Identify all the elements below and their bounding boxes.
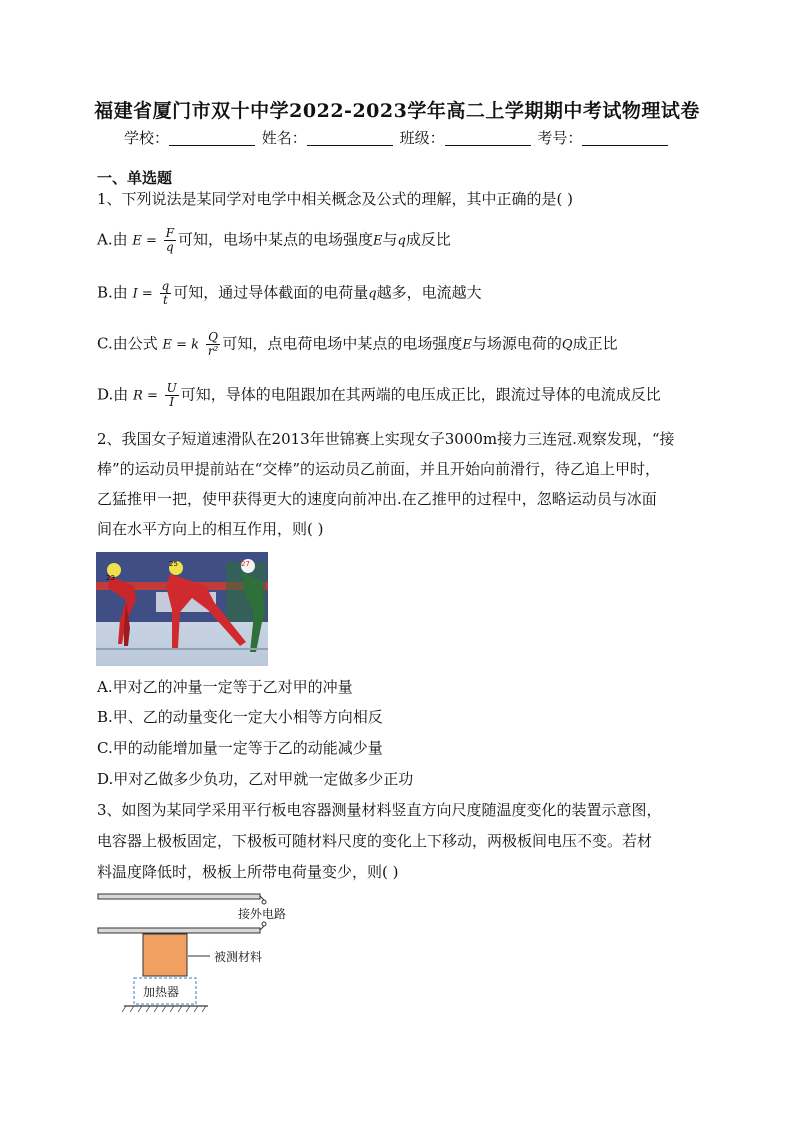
q1-a-den: q [166, 240, 174, 254]
q1-a-num: F [165, 226, 175, 240]
q1-a-text1: 可知，电场中某点的电场强度 [178, 230, 374, 249]
q1-c-den: r² [207, 344, 219, 358]
name-label: 姓名： [261, 129, 307, 147]
q2-line-2: 棒”的运动员甲提前站在“交棒”的运动员乙前面，并且开始向前滑行，待乙追上甲时， [97, 460, 661, 478]
ground-hatch [122, 1006, 206, 1012]
q2-option-c: C.甲的动能增加量一定等于乙的动能减少量 [97, 739, 383, 757]
id-blank[interactable] [582, 131, 668, 146]
q1-option-b [97, 280, 482, 307]
q2-line-3: 乙猛推甲一把，使甲获得更大的速度向前冲出.在乙推甲的过程中，忽略运动员与冰面 [97, 490, 657, 508]
school-label: 学校： [124, 129, 170, 147]
q1-b-fraction [160, 280, 172, 307]
q1-b-formula-lhs: I = [132, 286, 153, 302]
q1-c-prefix: C.由公式 [97, 334, 158, 353]
q1-d-den: I [169, 395, 175, 409]
q1-a-var1: E [373, 233, 383, 249]
section-heading: 一、单选题 [97, 169, 173, 187]
q1-b-num: q [161, 279, 170, 293]
q1-c-text2: 与场源电荷的 [471, 334, 562, 353]
q1-c-formula-lhs: E = k [162, 337, 200, 353]
q1-a-fraction [164, 227, 176, 254]
paper-title: 福建省厦门市双十中学2022-2023学年高二上学期期中考试物理试卷 [94, 100, 700, 122]
id-label: 考号： [537, 129, 583, 147]
skater-27-number: 27 [241, 560, 250, 568]
material-label: 被测材料 [214, 950, 263, 964]
q1-d-formula-lhs: R = [133, 388, 158, 404]
q1-b-var1: q [368, 286, 377, 302]
q2-option-b: B.甲、乙的动量变化一定大小相等方向相反 [97, 708, 383, 726]
student-info-row [124, 127, 670, 148]
heater-label: 加热器 [143, 985, 180, 999]
q1-c-var2: Q [561, 337, 573, 353]
q1-a-formula-lhs: E = [132, 233, 157, 249]
q1-option-d [97, 382, 661, 409]
q1-b-prefix: B.由 [97, 283, 128, 302]
q1-option-c [97, 331, 618, 358]
q1-d-prefix: D.由 [97, 385, 129, 404]
school-blank[interactable] [169, 131, 255, 146]
lower-plate [98, 928, 260, 933]
q1-b-text1: 可知，通过导体截面的电荷量 [173, 283, 369, 302]
upper-plate [98, 894, 260, 899]
class-blank[interactable] [445, 131, 531, 146]
q2-option-a: A.甲对乙的冲量一定等于乙对甲的冲量 [97, 678, 353, 696]
q2-option-d: D.甲对乙做多少负功，乙对甲就一定做多少正功 [97, 770, 414, 788]
q1-a-text2: 与 [382, 230, 398, 249]
q2-line-1: 2、我国女子短道速滑队在2013年世锦赛上实现女子3000m接力三连冠.观察发现，“接 [97, 430, 675, 448]
q2-line-4: 间在水平方向上的相互作用，则( ) [97, 520, 324, 538]
q1-d-text1: 可知，导体的电阻跟加在其两端的电压成正比，跟流过导体的电流成反比 [180, 385, 661, 404]
q1-a-var2: q [397, 233, 406, 249]
q1-option-a [97, 227, 451, 254]
upper-terminal [262, 900, 266, 904]
q3-line-1: 3、如图为某同学采用平行板电容器测量材料竖直方向尺度随温度变化的装置示意图， [97, 801, 662, 819]
q1-b-den: t [162, 293, 168, 307]
q1-c-var1: E [462, 337, 472, 353]
lower-terminal [262, 922, 266, 926]
class-label: 班级： [399, 129, 445, 147]
q1-a-prefix: A.由 [97, 230, 128, 249]
q1-d-num: U [166, 381, 177, 395]
q1-c-text1: 可知，点电荷电场中某点的电场强度 [222, 334, 463, 353]
tested-material [143, 934, 187, 976]
name-blank[interactable] [307, 131, 393, 146]
speed-skating-photo [96, 552, 268, 666]
skater-25-number: 25 [169, 560, 178, 568]
q3-line-2: 电容器上极板固定，下极板可随材料尺度的变化上下移动，两极板间电压不变。若材 [97, 832, 653, 850]
q1-c-fraction [206, 331, 221, 358]
external-circuit-label: 接外电路 [238, 907, 287, 921]
skater-23-number: 23 [106, 574, 115, 582]
capacitor-diagram [96, 890, 316, 1015]
q1-d-fraction [165, 382, 179, 409]
q1-b-text2: 越多，电流越大 [376, 283, 482, 302]
q1-a-text3: 成反比 [405, 230, 451, 249]
q1-c-text3: 成正比 [572, 334, 618, 353]
q3-line-3: 料温度降低时，极板上所带电荷量变少，则( ) [97, 863, 399, 881]
q1-stem: 1、下列说法是某同学对电学中相关概念及公式的理解，其中正确的是( ) [97, 190, 574, 208]
q1-c-num: Q [206, 331, 221, 345]
